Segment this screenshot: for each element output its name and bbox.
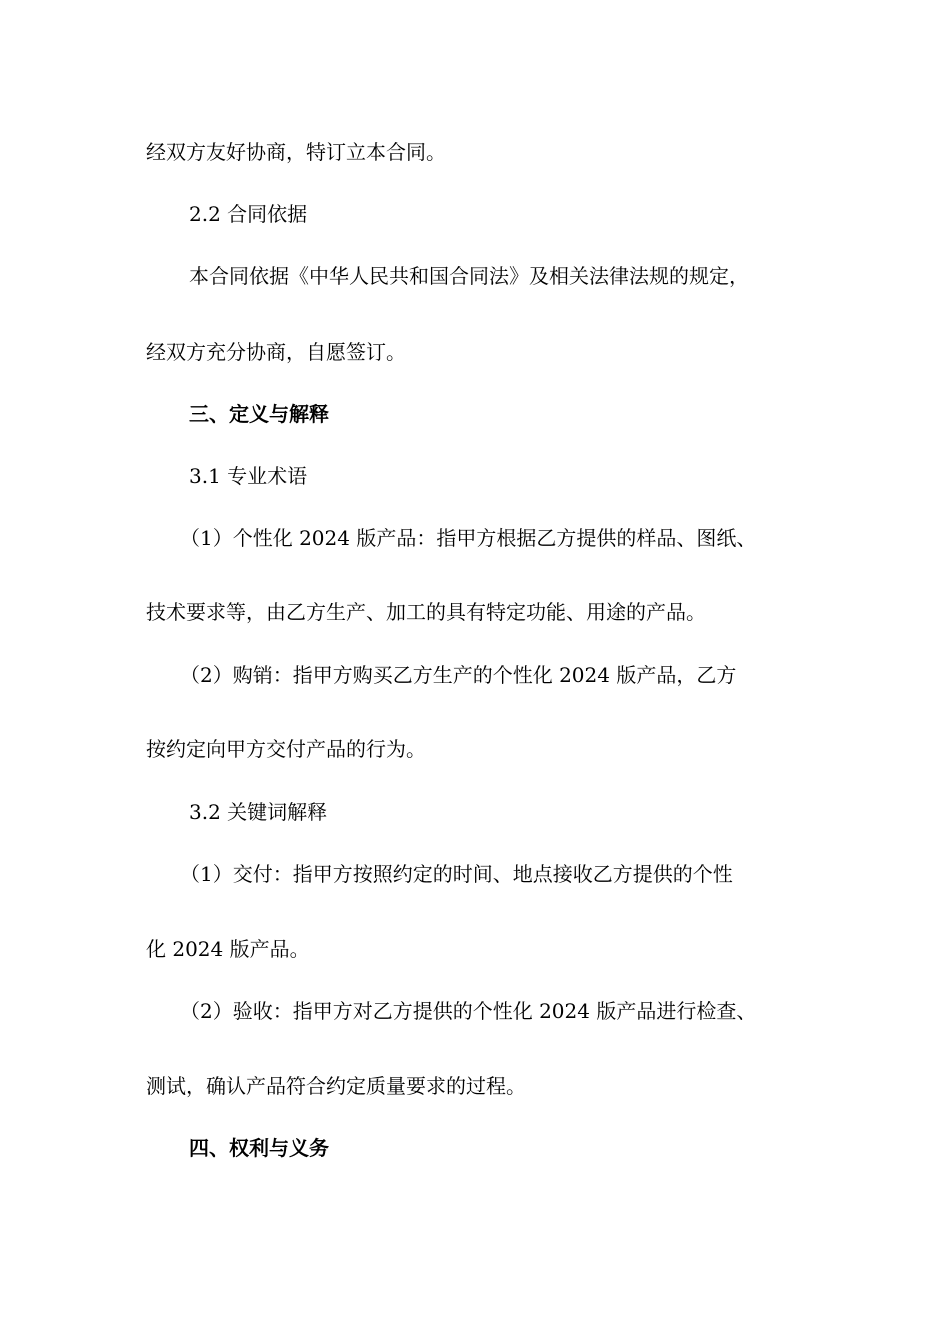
paragraph-line: 测试，确认产品符合约定质量要求的过程。: [146, 1074, 526, 1098]
definition-item: （2）购销：指甲方购买乙方生产的个性化 2024 版产品，乙方: [180, 663, 737, 687]
subsection-heading-3-2: 3.2 关键词解释: [189, 800, 328, 824]
paragraph-line: 按约定向甲方交付产品的行为。: [146, 737, 426, 761]
section-heading-3: 三、定义与解释: [189, 402, 329, 426]
subsection-heading-3-1: 3.1 专业术语: [189, 464, 308, 488]
paragraph-line: 本合同依据《中华人民共和国合同法》及相关法律法规的规定，: [189, 264, 749, 288]
subsection-heading-2-2: 2.2 合同依据: [189, 202, 308, 226]
paragraph-line: 经双方充分协商，自愿签订。: [146, 340, 406, 364]
definition-item: （1）交付：指甲方按照约定的时间、地点接收乙方提供的个性: [180, 862, 733, 886]
definition-item: （2）验收：指甲方对乙方提供的个性化 2024 版产品进行检查、: [180, 999, 757, 1023]
definition-item: （1）个性化 2024 版产品：指甲方根据乙方提供的样品、图纸、: [180, 526, 757, 550]
section-heading-4: 四、权利与义务: [189, 1136, 329, 1160]
paragraph-line: 技术要求等，由乙方生产、加工的具有特定功能、用途的产品。: [146, 600, 706, 624]
paragraph-continuation: 经双方友好协商，特订立本合同。: [146, 140, 446, 164]
paragraph-line: 化 2024 版产品。: [146, 937, 310, 961]
